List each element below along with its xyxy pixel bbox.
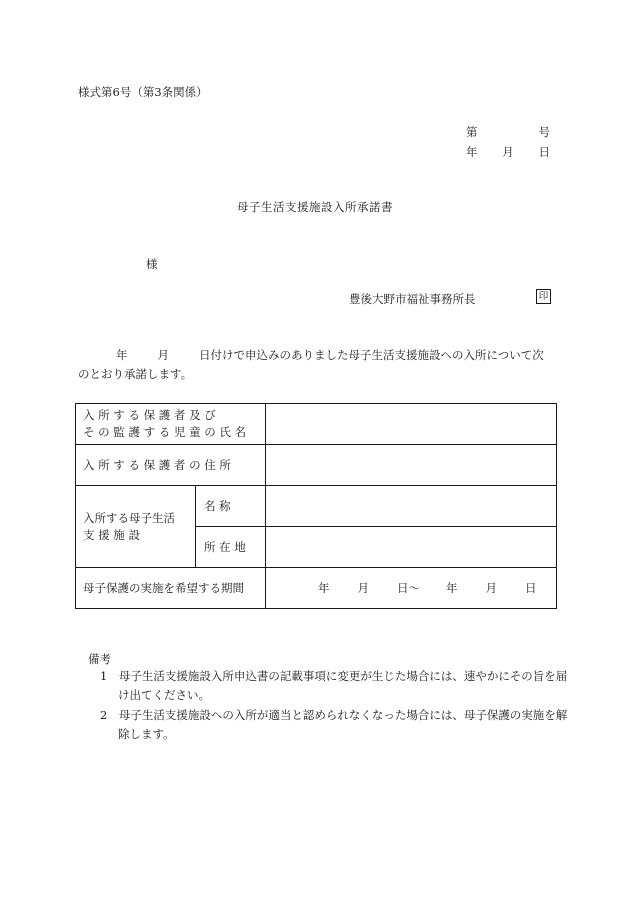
label-names-line2: そ の 監 護 す る 児 童 の 氏 名 (83, 425, 247, 439)
document-number-date-block (466, 122, 550, 162)
label-facility-line2: 支 援 施 設 (83, 527, 140, 542)
document-title: 母子生活支援施設入所承諾書 (237, 200, 393, 214)
body-text: 日付けで申込みのありました母子生活支援施設への入所について次のとおり承諾します。 (78, 348, 544, 381)
number-suffix: 号 (538, 125, 550, 139)
note-item-1: 1 母子生活支援施設入所申込書の記載事項に変更が生じた場合には、速やかにその旨を届け出てください。 (100, 669, 568, 702)
addressee-honorific: 様 (146, 257, 158, 271)
issue-date-row (466, 142, 550, 162)
table-row-name (76, 404, 557, 445)
table-row-facility-name (76, 486, 557, 527)
period-day1: 日〜 (397, 581, 420, 595)
period-month2: 月 (485, 581, 497, 595)
label-period: 母子保護の実施を希望する期間 (76, 568, 266, 609)
issue-day-label: 日 (538, 145, 550, 159)
label-facility (76, 486, 196, 568)
table-row-address (76, 445, 557, 486)
notes-title: 備考 (88, 652, 111, 666)
label-facility-location: 所 在 地 (196, 527, 266, 568)
seal-mark: 印 (536, 289, 551, 304)
note-item-2: 2 母子生活支援施設への入所が適当と認められなくなった場合には、母子保護の実施を解除します。 (100, 708, 568, 741)
value-period[interactable] (266, 568, 557, 609)
period-month1: 月 (357, 581, 369, 595)
body-paragraph (78, 346, 554, 384)
number-prefix: 第 (466, 125, 478, 139)
label-facility-name: 名 称 (196, 486, 266, 527)
label-names-line1: 入 所 す る 保 護 者 及 び (83, 408, 216, 422)
issue-year-label: 年 (466, 145, 478, 159)
body-year-label: 年 (116, 348, 128, 362)
issue-month-label: 月 (502, 145, 514, 159)
document-number-row (466, 122, 550, 142)
form-number: 様式第6号（第3条関係） (78, 85, 208, 99)
label-address: 入 所 す る 保 護 者 の 住 所 (76, 445, 266, 486)
value-facility-location[interactable] (266, 527, 557, 568)
value-names[interactable] (266, 404, 557, 445)
period-year2: 年 (446, 581, 458, 595)
sender-name: 豊後大野市福祉事務所長 (349, 292, 476, 306)
details-table (75, 403, 557, 609)
value-address[interactable] (266, 445, 557, 486)
label-facility-line1: 入所する母子生活 (83, 510, 175, 525)
table-row-period (76, 568, 557, 609)
period-day2: 日 (525, 581, 537, 595)
label-names (76, 404, 266, 445)
period-year1: 年 (318, 581, 330, 595)
value-facility-name[interactable] (266, 486, 557, 527)
body-month-label: 月 (157, 348, 169, 362)
